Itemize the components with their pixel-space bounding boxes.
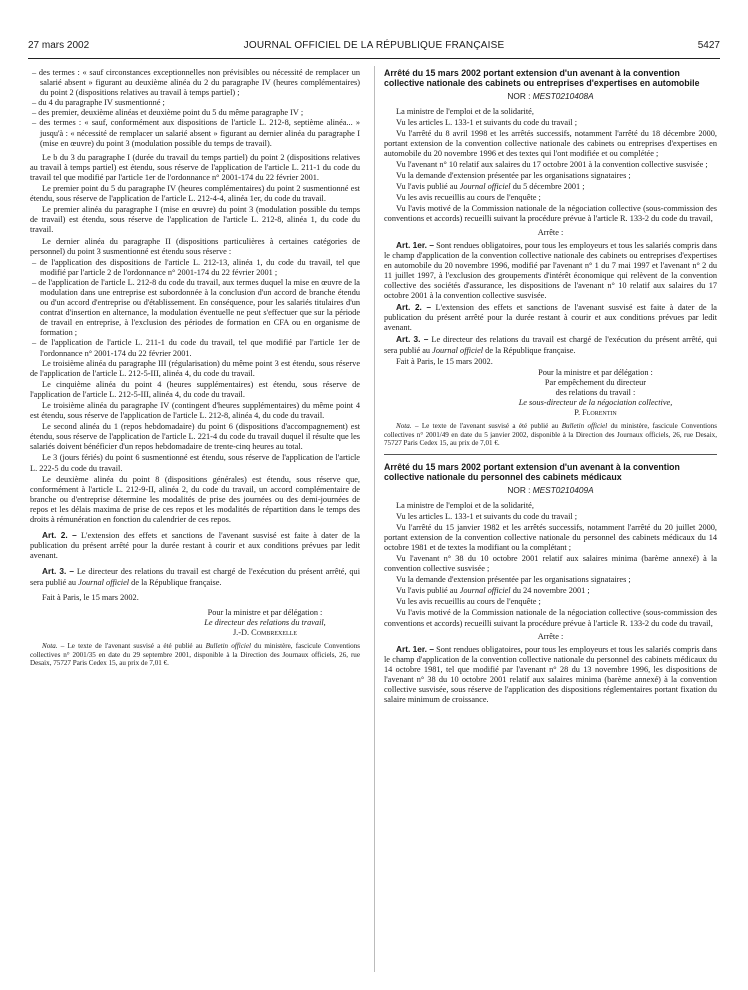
page-header (28, 40, 720, 56)
signatory-name: P. Florentin (574, 408, 617, 418)
article-label: Art. 2. – (42, 530, 77, 541)
list-item: – des termes : « sauf, conformément aux dispositions de l'article L. 212-8, septième alinéa... » jusqu'à : « nécessité de remplacer un salarié absent » figurant au dernier alinéa du paragraphe I (mise en œuvre) du point 3 (modulation possible du temps de travail). (40, 118, 360, 148)
decree-title: Arrêté du 15 mars 2002 portant extension d'un avenant à la convention collective nationale du personnel des cabinets médicaux (384, 462, 680, 483)
paragraph: Le troisième alinéa du paragraphe IV (contingent d'heures supplémentaires) du même point 4 est étendu, sous réserve de l'application de l'article L. 212-8, alinéa 4, du code du travail. (30, 401, 360, 421)
left-column (30, 68, 360, 669)
list-item: – de l'application des dispositions de l'article L. 212-13, alinéa 1, du code du travail, tel que modifié par l'article 2 de l'ordonnance n° 2001-174 du 22 février 2001 ; (40, 258, 360, 278)
list-item: – des premier, deuxième alinéas et deuxième point du 5 du même paragraphe IV ; (40, 108, 360, 118)
list-item: – de l'application de l'article L. 212-8 du code du travail, aux termes duquel la mise en œuvre de la modulation dans une entreprise est subordonnée à la conclusion d'un accord de branche étendu ou d'un accord d'entreprise ou d'établissement. En conséquence, pour les salariés titulaires d'un contrat d'insertion en alternance, la modulation éventuelle ne peut s'effectuer que sur la période de travail en entreprise, à l'exclusion des périodes de formation en CFA ou en organisme de formation ; (40, 278, 360, 339)
signature-block: Pour la ministre et par délégation : Le directeur des relations du travail, J.-D. Combrexelle (170, 608, 360, 638)
paragraph: Le dernier alinéa du paragraphe II (dispositions particulières à certaines catégories de personnel) du point 3 susmentionné est étendu sous réserve : (30, 236, 360, 256)
article-1: Art. 1er. – Sont rendues obligatoires, pour tous les employeurs et tous les salariés compris dans le champ d'application de la convention collective nationale des cabinets ou entreprises d'expertises en automobile du 20 novembre 1996, modifié par l'avenant n° 1 du 7 mai 1997 et l'avenant n° 2 du 11 juillet 1997, à l'exclusion des groupements d'intérêt économique qui relèvent de la convention collective des sociétés d'assurance, les dispositions de l'avenant n° 10 relatif aux salaires du 17 octobre 2001 à la convention collective susvisée. (384, 239, 717, 301)
paragraph: La ministre de l'emploi et de la solidarité, (396, 500, 534, 510)
signature-block: Pour la ministre et par délégation : Par empêchement du directeur des relations du travail : Le sous-directeur de la négociation collective, P. Florentin (474, 368, 717, 418)
paragraph: Le second alinéa du 1 (repos hebdomadaire) du point 6 (dispositions d'accompagnement) est étendu, sous réserve de l'application de l'article L. 221-4 du code du travail duquel il résulte que les salariés doivent bénéficier d'un repos hebdomadaire de trente-cinq heures au total. (30, 422, 360, 452)
header-date: 27 mars 2002 (28, 40, 90, 51)
nota-note: Nota. – Le texte de l'avenant susvisé a été publié au Bulletin officiel du ministère, fascicule Conventions collectives n° 2001/49 en date du 5 janvier 2002, disponible à la Direction des Journaux officiels, 26, rue Desaix, 75727 Paris Cedex 15, au prix de 7,01 €. (384, 422, 717, 448)
paragraph: La ministre de l'emploi et de la solidarité, (396, 106, 534, 116)
paragraph: Vu les avis recueillis au cours de l'enquête ; (396, 597, 541, 607)
section-separator (384, 454, 717, 455)
paragraph: Vu l'avis publié au Journal officiel du 5 décembre 2001 ; (396, 182, 585, 192)
article-1: Art. 1er. – Sont rendues obligatoires, pour tous les employeurs et tous les salariés compris dans le champ d'application de la convention collective nationale du personnel des cabinets médicaux du 14 octobre 1981, tel que modifié par l'avenant n° 28 du 13 novembre 1996, les dispositions de l'avenant n° 38 du 10 octobre 2001 relatif aux salaires minima (barème annexé) à la convention collective susvisée, sous réserve de l'application des dispositions réglementaires portant fixation du salaire minimum de croissance. (384, 643, 717, 705)
arrete-heading: Arrête : (537, 631, 564, 641)
right-column (384, 68, 717, 706)
article-3: Art. 3. – Le directeur des relations du travail est chargé de l'exécution du présent arrêté, qui sera publié au Journal officiel de la République française. (384, 334, 717, 355)
article-2: Art. 2. – L'extension des effets et sanctions de l'avenant susvisé est faite à dater de la publication du présent arrêté pour la durée restant à courir et aux conditions prévues par ledit avenant. (30, 530, 360, 561)
article-2: Art. 2. – L'extension des effets et sanctions de l'avenant susvisé est faite à dater de la publication du présent arrêté pour la durée restant à courir et aux conditions prévues par ledit avenant. (384, 302, 717, 333)
paragraph: Le b du 3 du paragraphe I (durée du travail du temps partiel) du point 2 (dispositions relatives au travail à temps partiel) est étendu, sous réserve de l'application de l'article L. 211-1 du code du travail tel que modifié par l'article 1er de l'ordonnance n° 2001-174 du 22 février 2001. (30, 152, 360, 182)
list-item: – des termes : « sauf circonstances exceptionnelles non prévisibles ou nécessité de remplacer un salarié absent » figurant au deuxième alinéa du 2 du paragraphe IV (heures complémentaires) du point 2 (dispositions relatives au travail à temps partiel) ; (40, 68, 360, 98)
nor-reference: NOR : MEST0210408A (507, 91, 594, 102)
paragraph: Vu l'avis publié au Journal officiel du 24 novembre 2001 ; (396, 586, 590, 596)
paragraph: Vu l'arrêté du 8 avril 1998 et les arrêtés successifs, notamment l'arrêté du 18 décembre 2000, portant extension de la convention collective nationale des cabinets ou entreprises d'expertises en automobile du 20 novembre 1996 et des textes qui l'ont modifiée et ou complétée ; (384, 128, 717, 158)
paragraph: Vu l'avis motivé de la Commission nationale de la négociation collective (sous-commission des conventions et accords) recueilli suivant la procédure prévue à l'article R. 133-2 du code du travail, (384, 608, 717, 628)
paragraph: Vu les articles L. 133-1 et suivants du code du travail ; (396, 511, 578, 521)
signing-place-date: Fait à Paris, le 15 mars 2002. (42, 592, 139, 602)
arrete-heading: Arrête : (537, 227, 564, 237)
nor-reference: NOR : MEST0210409A (507, 485, 594, 496)
column-divider (374, 66, 375, 972)
paragraph: Vu la demande d'extension présentée par les organisations signataires ; (396, 575, 631, 585)
paragraph: Le deuxième alinéa du point 8 (dispositions générales) est étendu, sous réserve que, conformément à l'article L. 212-9-II, alinéa 2, du code du travail, un accord complémentaire de branche ou d'entreprise détermine les modalités de prise des journées ou des demi-journées de repos et les délais maxima de prise de ces repos et les modalités de répartition dans le temps des droits à rémunération en fonction du calendrier de ces repos. (30, 474, 360, 525)
signatory-name: J.-D. Combrexelle (232, 627, 298, 637)
header-page-number: 5427 (697, 40, 720, 51)
paragraph: Vu l'avenant n° 38 du 10 octobre 2001 relatif aux salaires minima (barème annexé) à la convention collective susvisée ; (384, 553, 717, 574)
paragraph: Vu l'avenant n° 10 relatif aux salaires du 17 octobre 2001 à la convention collective susvisée ; (396, 159, 708, 169)
list-item: – de l'application de l'article L. 211-1 du code du travail, tel que modifié par l'article 1er de l'ordonnance n° 2001-174 du 22 février 2001. (40, 338, 360, 358)
paragraph: Le 3 (jours fériés) du point 6 susmentionné est étendu, sous réserve de l'application de l'article L. 222-5 du code du travail. (30, 453, 360, 473)
paragraph: Vu l'avis motivé de la Commission nationale de la négociation collective (sous-commission des conventions et accords) recueilli suivant la procédure prévue à l'article R. 133-2 du code du travail, (384, 204, 717, 224)
list-item: – du 4 du paragraphe IV susmentionné ; (40, 98, 360, 108)
paragraph: Vu les articles L. 133-1 et suivants du code du travail ; (396, 117, 578, 127)
paragraph: Vu la demande d'extension présentée par les organisations signataires ; (396, 171, 631, 181)
signing-place-date: Fait à Paris, le 15 mars 2002. (396, 356, 493, 366)
header-rule (28, 58, 720, 59)
paragraph: Le troisième alinéa du paragraphe III (régularisation) du même point 3 est étendu, sous réserve de l'application de l'article L. 212-5-III, alinéa 4, du code du travail. (30, 358, 360, 378)
paragraph: Le cinquième alinéa du point 4 (heures supplémentaires) est étendu, sous réserve de l'application de l'article L. 212-5-III, alinéa 4, du code du travail. (30, 379, 360, 399)
nota-note: Nota. – Le texte de l'avenant susvisé a été publié au Bulletin officiel du ministère, fascicule Conventions collectives n° 2001/35 en date du 29 septembre 2001, disponible à la Direction des Journaux officiels, 26, rue Desaix, 75727 Paris Cedex 15, au prix de 7,01 €. (30, 641, 360, 668)
paragraph: Le premier alinéa du paragraphe I (mise en œuvre) du point 3 (modulation possible du temps de travail) est étendu, sous réserve de l'application de l'article L. 212-8, alinéa 1, du code du travail. (30, 205, 360, 235)
article-3: Art. 3. – Le directeur des relations du travail est chargé de l'exécution du présent arrêté, qui sera publié au Journal officiel de la République française. (30, 566, 360, 587)
header-journal-title: JOURNAL OFFICIEL DE LA RÉPUBLIQUE FRANÇAISE (243, 40, 505, 51)
paragraph: Vu les avis recueillis au cours de l'enquête ; (396, 193, 541, 203)
paragraph: Vu l'arrêté du 15 janvier 1982 et les arrêtés successifs, notamment l'arrêté du 20 juillet 2000, portant extension de la convention collective nationale du personnel des cabinets médicaux du 14 octobre 1981 et de textes la modifiant ou la complétant ; (384, 522, 717, 552)
article-label: Art. 3. – (42, 566, 74, 577)
decree-title: Arrêté du 15 mars 2002 portant extension d'un avenant à la convention collective nationale des cabinets ou entreprises d'expertises en automobile (384, 68, 700, 89)
paragraph: Le premier point du 5 du paragraphe IV (heures complémentaires) du point 2 susmentionné est étendu, sous réserve de l'application de l'article L. 212-4-4, alinéa 1er, du code du travail. (30, 184, 360, 204)
